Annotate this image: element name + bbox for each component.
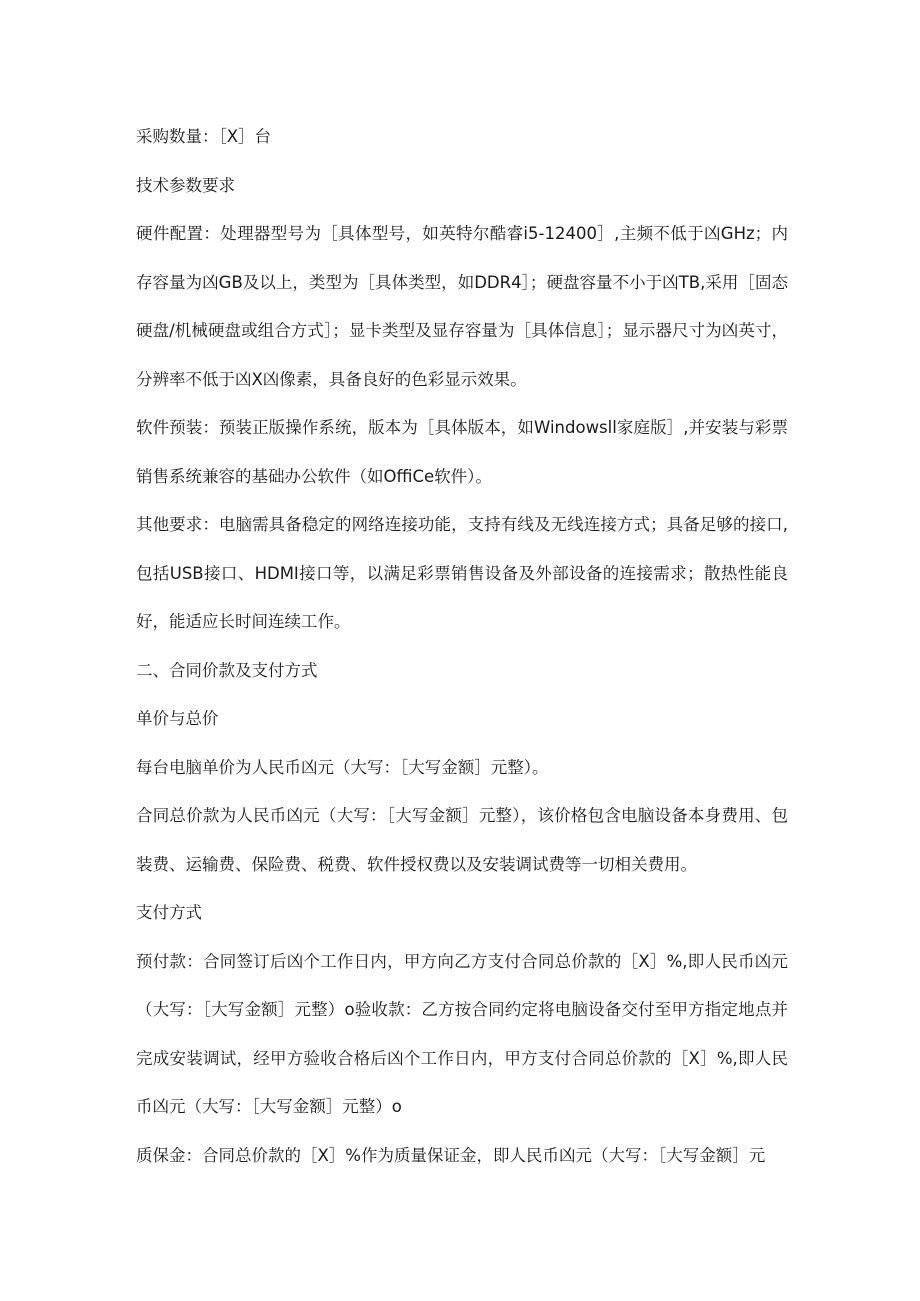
heading-unit-total-price: 单价与总价 (136, 709, 219, 728)
paragraph-total-price: 合同总价款为人民币凶元（大写：［大写金额］元整），该价格包含电脑设备本身费用、包装费、运输费、保险费、税费、软件授权费以及安装调试费等一切相关费用。 (136, 806, 788, 874)
heading-payment-method: 支付方式 (136, 903, 202, 922)
paragraph-software-preinstall: 软件预装：预装正版操作系统，版本为［具体版本，如Windowsll家庭版］,并安装与彩票销售系统兼容的基础办公软件（如OffiCe软件）。 (136, 418, 788, 486)
heading-contract-price: 二、合同价款及支付方式 (136, 660, 318, 680)
paragraph-other-requirements: 其他要求：电脑需具备稳定的网络连接功能，支持有线及无线连接方式；具备足够的接口,包括USB接口、HDMI接口等，以满足彩票销售设备及外部设备的连接需求；散热性能良好，能适应长时间连续工作。 (136, 515, 788, 631)
paragraph-purchase-quantity: 采购数量：［X］台 (136, 127, 272, 146)
paragraph-warranty-deposit: 质保金：合同总价款的［X］%作为质量保证金，即人民币凶元（大写：［大写金额］元 (136, 1145, 766, 1165)
document-body (136, 113, 788, 1180)
paragraph-advance-payment: 预付款：合同签订后凶个工作日内，甲方向乙方支付合同总价款的［X］%,即人民币凶元（大写：［大写金额］元整）o验收款：乙方按合同约定将电脑设备交付至甲方指定地点并完成安装调试，经甲方验收合格后凶个工作日内，甲方支付合同总价款的［X］%,即人民币凶元（大写：［大写金额］元整）o (136, 951, 788, 1116)
heading-technical-requirements: 技术参数要求 (136, 175, 235, 195)
paragraph-unit-price: 每台电脑单价为人民币凶元（大写：［大写金额］元整）。 (136, 757, 549, 777)
paragraph-hardware-config: 硬件配置：处理器型号为［具体型号，如英特尔酷睿i5-12400］,主频不低于凶GHz；内存容量为凶GB及以上，类型为［具体类型，如DDR4］；硬盘容量不小于凶TB,采用［固态硬盘/机械硬盘或组合方式］；显卡类型及显存容量为［具体信息］；显示器尺寸为凶英寸，分辨率不低于凶X凶像素，具备良好的色彩显示效果。 (136, 224, 788, 389)
